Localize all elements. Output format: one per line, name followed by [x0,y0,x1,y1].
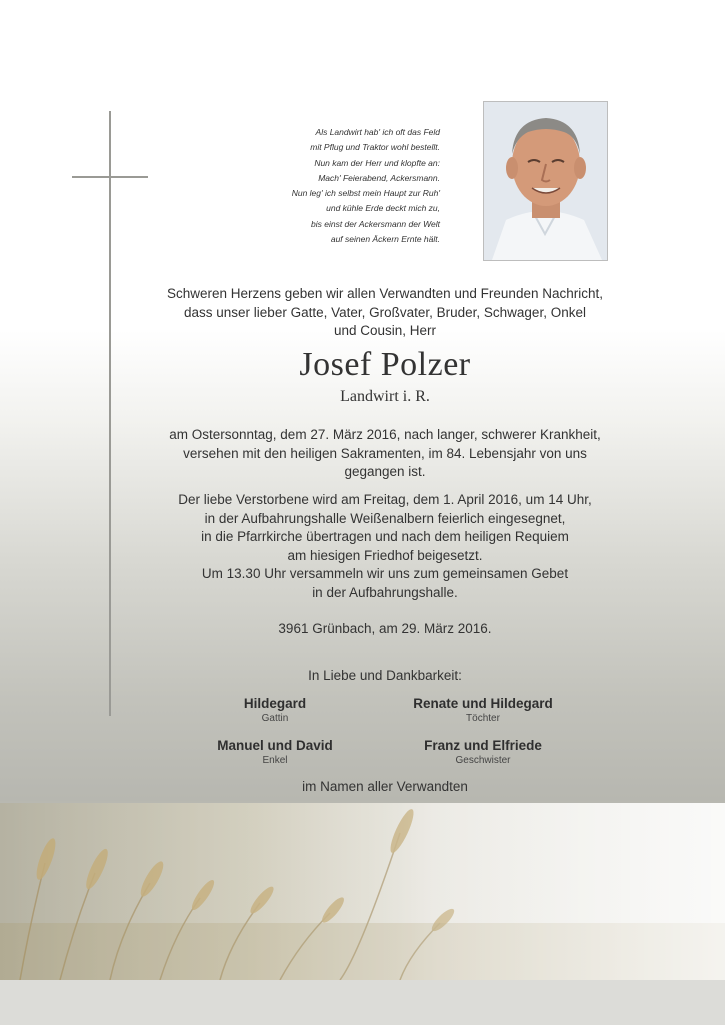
gratitude-line: In Liebe und Dankbarkeit: [308,668,462,683]
wheat-field-image [0,803,725,980]
mourner-role: Gattin [261,713,289,724]
mourner-name: Manuel und David [217,738,333,753]
mourner-role: Töchter [466,713,500,724]
mourner-name: Renate und Hildegard [413,696,553,711]
funeral-line: am hiesigen Friedhof beigesetzt. [287,547,483,563]
mourner [160,696,390,726]
poem [240,125,440,247]
poem-line: Nun leg' ich selbst mein Haupt zur Ruh' [291,188,440,199]
all-relatives-line: im Namen aller Verwandten [302,779,468,794]
mourner-role: Enkel [262,755,288,766]
death-line: am Ostersonntag, dem 27. März 2016, nach langer, schwerer Krankheit, [169,427,601,442]
death-notice [150,426,620,482]
deceased-title: Landwirt i. R. [340,388,430,405]
intro-line: Schweren Herzens geben wir allen Verwandten und Freunden Nachricht, [166,286,603,301]
death-line: versehen mit den heiligen Sakramenten, im 84. Lebensjahr von uns [183,445,587,461]
death-line: gegangen ist. [344,464,426,479]
mourner-name: Franz und Elfriede [424,738,542,753]
funeral-line: in die Pfarrkirche übertragen und nach dem heiligen Requiem [201,529,569,544]
place-date: 3961 Grünbach, am 29. März 2016. [278,621,492,636]
mourner [368,696,598,726]
intro-text [150,285,620,341]
mourner [160,738,390,768]
footer-strip [0,980,725,1025]
poem-line: Als Landwirt hab' ich oft das Feld [315,127,440,137]
mourner-role: Geschwister [455,755,511,766]
mourner-name: Hildegard [243,696,307,711]
funeral-details [150,491,620,602]
intro-line: dass unser lieber Gatte, Vater, Großvater, Bruder, Schwager, Onkel [184,304,586,320]
funeral-line: Der liebe Verstorbene wird am Freitag, dem 1. April 2016, um 14 Uhr, [178,492,592,507]
funeral-line: in der Aufbahrungshalle. [312,584,458,600]
poem-line: mit Pflug und Traktor wohl bestellt. [310,142,440,153]
poem-line: Mach' Feierabend, Ackersmann. [318,172,440,183]
intro-line: und Cousin, Herr [333,323,437,338]
funeral-line: in der Aufbahrungshalle Weißenalbern feierlich eingesegnet, [204,510,566,526]
cross-vertical [109,111,111,716]
poem-line: Nun kam der Herr und klopfte an: [314,157,440,168]
deceased-name: Josef Polzer [299,346,471,383]
portrait-photo [483,101,608,261]
mourner [368,738,598,768]
cross-horizontal [72,176,148,178]
poem-line: auf seinen Äckern Ernte hält. [330,234,440,245]
poem-line: bis einst der Ackersmann der Welt [311,218,440,229]
poem-line: und kühle Erde deckt mich zu, [326,203,440,214]
funeral-line: Um 13.30 Uhr versammeln wir uns zum gemeinsamen Gebet [201,566,569,581]
